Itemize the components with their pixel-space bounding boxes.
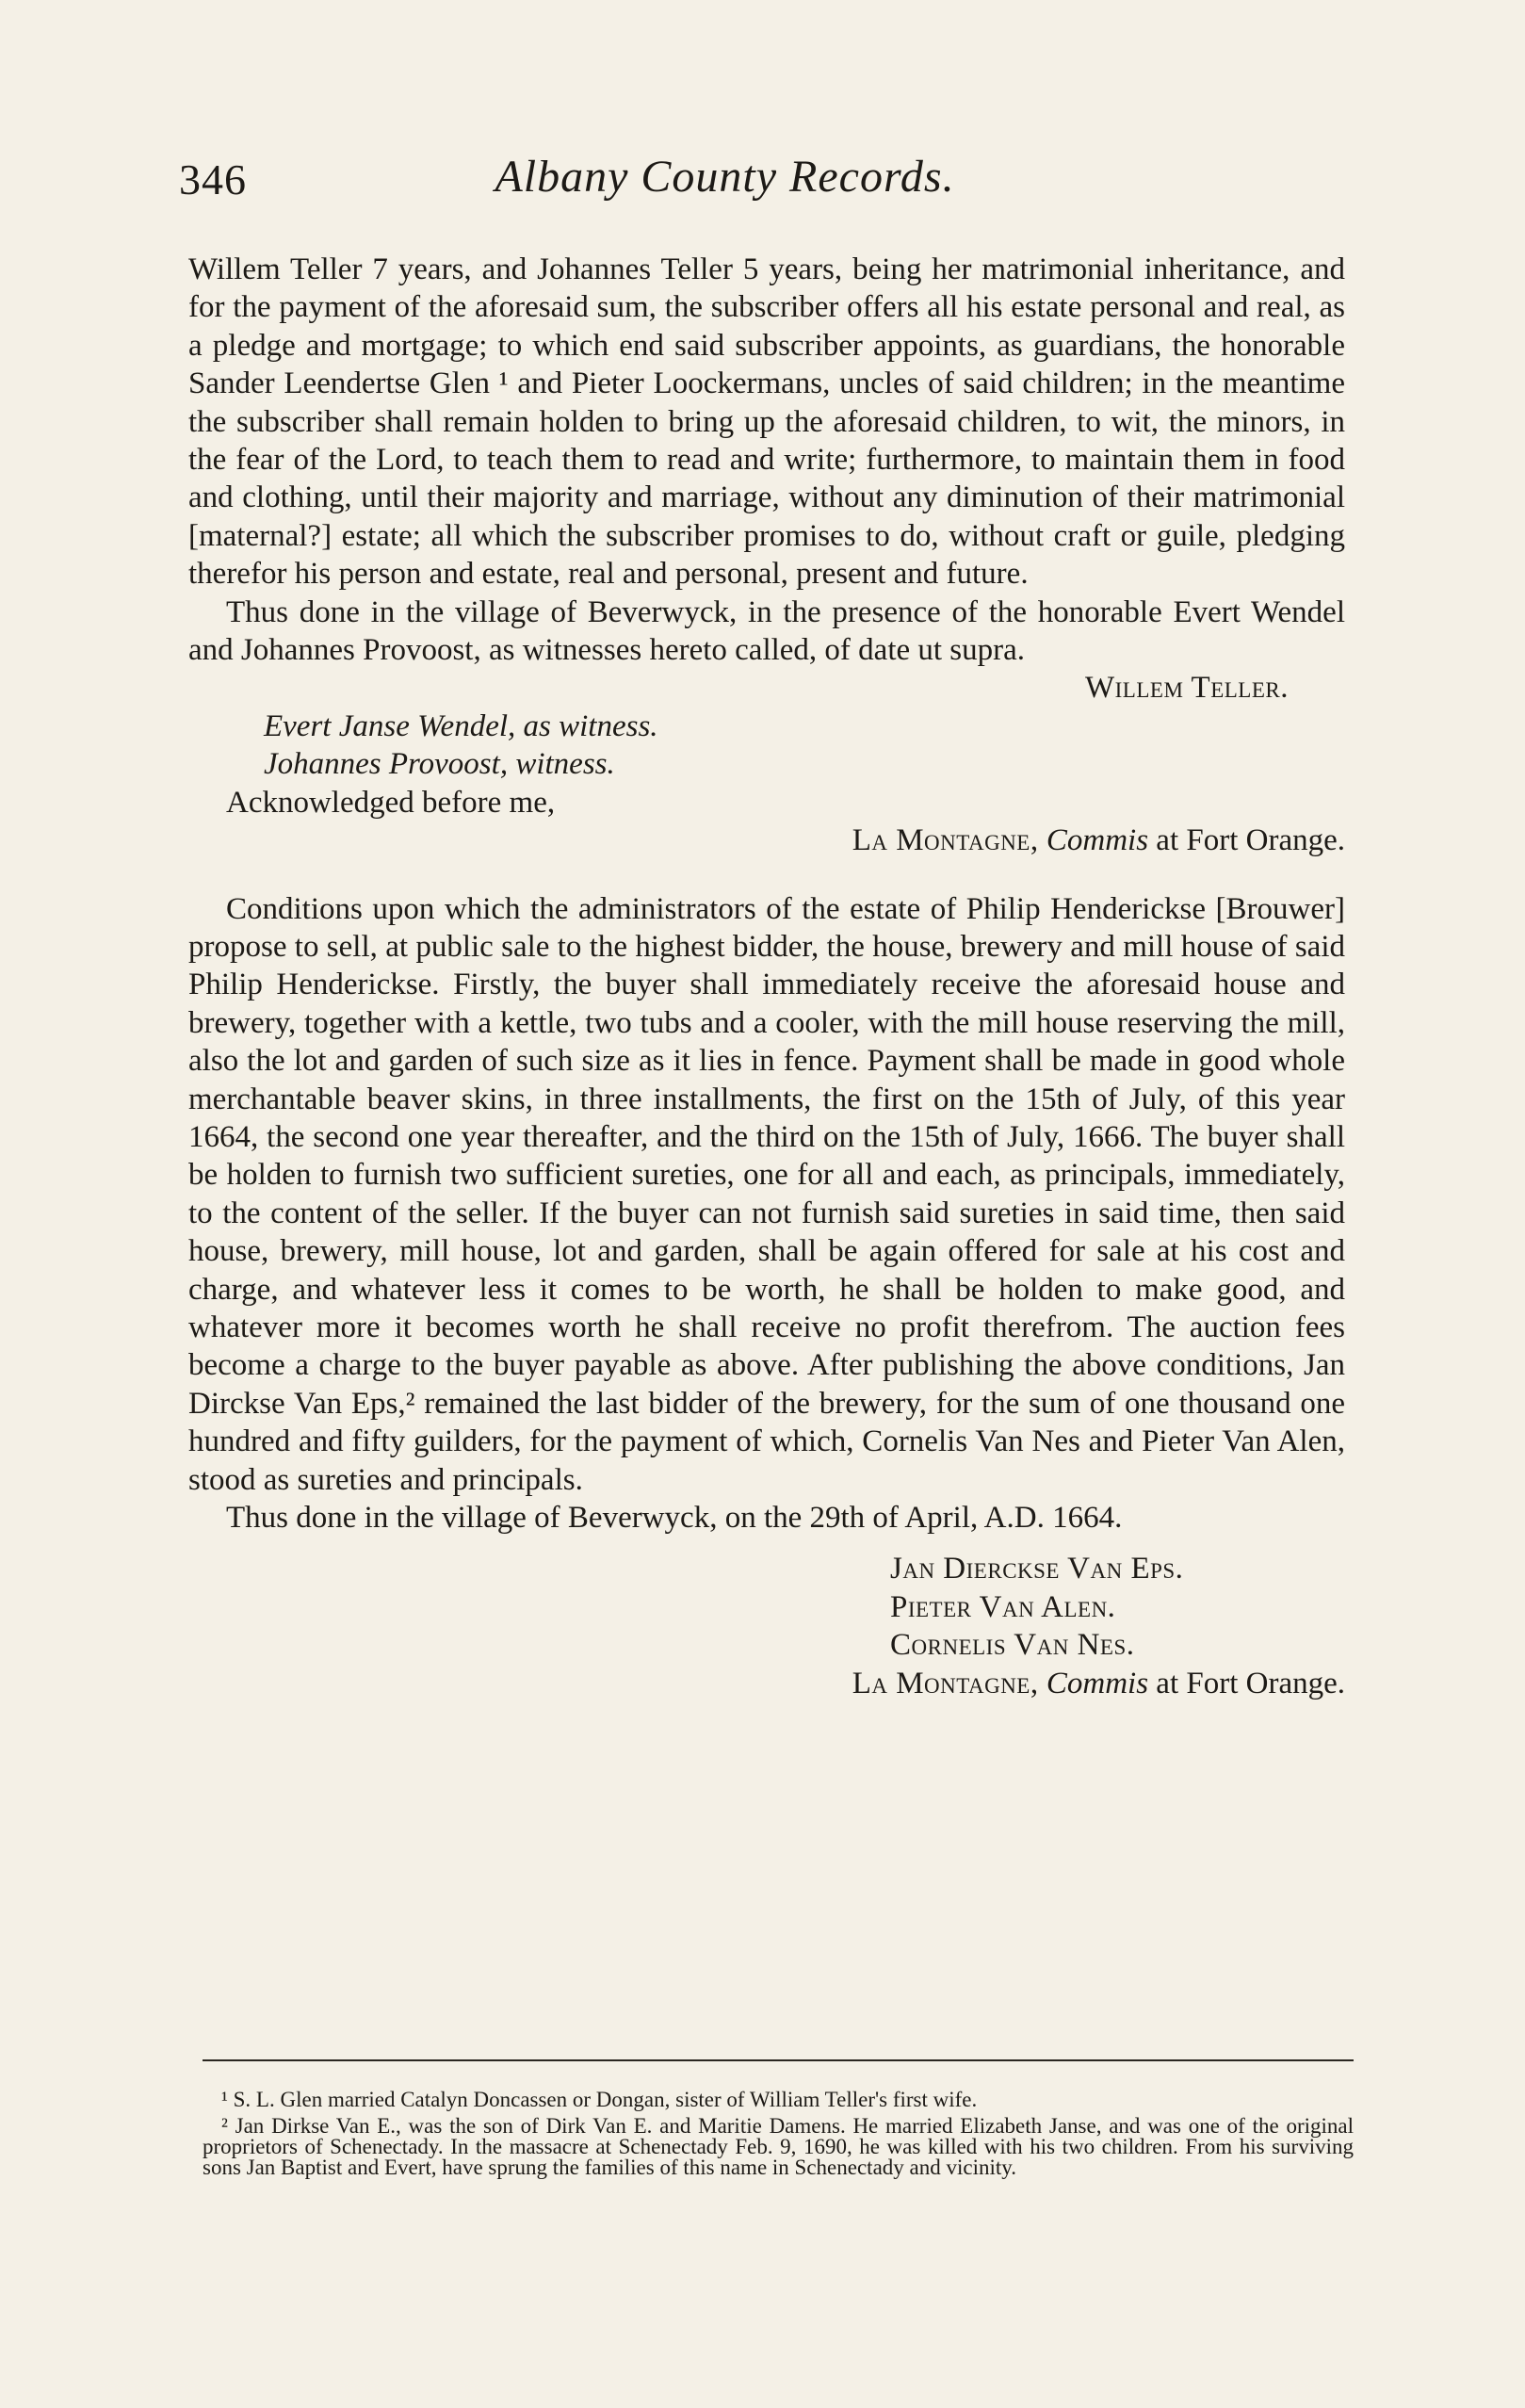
footnotes — [203, 2090, 1354, 2184]
la-montagne-title: Commis — [1046, 1666, 1149, 1700]
signature-cornelis-van-nes: Cornelis Van Nes. — [890, 1628, 1135, 1663]
footnote-2: ² Jan Dirkse Van E., was the son of Dirk Van E. and Maritie Damens. He married Elizabeth Janse, and was one of the original proprietors of Schenectady. In the massacre at Schenectady Feb. 9, 1690, he was killed with his two children. From his surviving sons Jan Baptist and Evert, have sprung the families of this name in Schenectady and vicinity. — [203, 2114, 1354, 2179]
signature-la-montagne-1 — [188, 822, 1345, 859]
spacer — [188, 1537, 1345, 1550]
running-title: Albany County Records. — [495, 152, 955, 202]
witness-johannes-provoost: Johannes Provoost, witness. — [264, 747, 615, 782]
main-text — [188, 251, 1345, 1702]
signature-jan-dierckse-van-eps: Jan Dierckse Van Eps. — [890, 1552, 1184, 1586]
section-gap — [188, 860, 1345, 890]
signature-la-montagne-2 — [188, 1665, 1345, 1702]
footnote-1: ¹ S. L. Glen married Catalyn Doncassen or Dongan, sister of William Teller's first wife. — [221, 2088, 978, 2111]
acknowledgement: Acknowledged before me, — [226, 785, 556, 820]
page-number: 346 — [179, 155, 247, 203]
paragraph-done-beverwyck-1: Thus done in the village of Beverwyck, in the presence of the honorable Evert Wendel and Johannes Provoost, as witnesses hereto called, of date ut supra. — [188, 594, 1345, 668]
footnote-rule — [203, 2059, 1354, 2061]
paragraph-conditions-of-sale: Conditions upon which the administrators of the estate of Philip Henderickse [Brouwer] propose to sell, at public sale to the highest bidder, the house, brewery and mill house of said Philip Henderickse. Firstly, the buyer shall immediately receive the aforesaid house and brewery, together with a kettle, two tubs and a cooler, with the mill house reserving the mill, also the lot and garden of such size as it lies in fence. Payment shall be made in good whole merchantable beaver skins, in three installments, the first on the 15th of July, of this year 1664, the second one year thereafter, and the third on the 15th of July, 1666. The buyer shall be holden to furnish two sufficient sureties, one for all and each, as principals, immediately, to the content of the seller. If the buyer can not furnish said sureties in said time, then said house, brewery, mill house, lot and garden, shall be again offered for sale at his cost and charge, and whatever less it comes to be worth, he shall be holden to make good, and whatever more it becomes worth he shall receive no profit therefrom. The auction fees become a charge to the buyer payable as above. After publishing the above conditions, Jan Dirckse Van Eps,² remained the last bidder of the brewery, for the sum of one thousand one hundred and fifty guilders, for the payment of which, Cornelis Van Nes and Pieter Van Alen, stood as sureties and principals. — [188, 891, 1345, 1497]
la-montagne-name: La Montagne, — [852, 823, 1039, 858]
la-montagne-name: La Montagne, — [852, 1666, 1039, 1700]
la-montagne-place: at Fort Orange. — [1156, 823, 1345, 858]
witness-evert-wendel: Evert Janse Wendel, as witness. — [264, 708, 658, 743]
paragraph-done-beverwyck-2: Thus done in the village of Beverwyck, on the 29th of April, A.D. 1664. — [226, 1501, 1123, 1535]
signature-pieter-van-alen: Pieter Van Alen. — [890, 1589, 1116, 1624]
signature-willem-teller: Willem Teller. — [1084, 671, 1289, 706]
paragraph-guardianship: Willem Teller 7 years, and Johannes Teller 5 years, being her matrimonial inheritance, and for the payment of the aforesaid sum, the subscriber offers all his estate personal and real, as a pledge and mortgage; to which end said subscriber appoints, as guardians, the honorable Sander Leendertse Glen ¹ and Pieter Loockermans, uncles of said children; in the meantime the subscriber shall remain holden to bring up the aforesaid children, to wit, the minors, in the fear of the Lord, to teach them to read and write; furthermore, to maintain them in food and clothing, until their majority and marriage, without any diminution of their matrimonial [maternal?] estate; all which the subscriber promises to do, without craft or guile, pledging therefor his person and estate, real and personal, present and future. — [188, 252, 1345, 592]
la-montagne-place: at Fort Orange. — [1156, 1666, 1345, 1700]
la-montagne-title: Commis — [1046, 823, 1149, 858]
